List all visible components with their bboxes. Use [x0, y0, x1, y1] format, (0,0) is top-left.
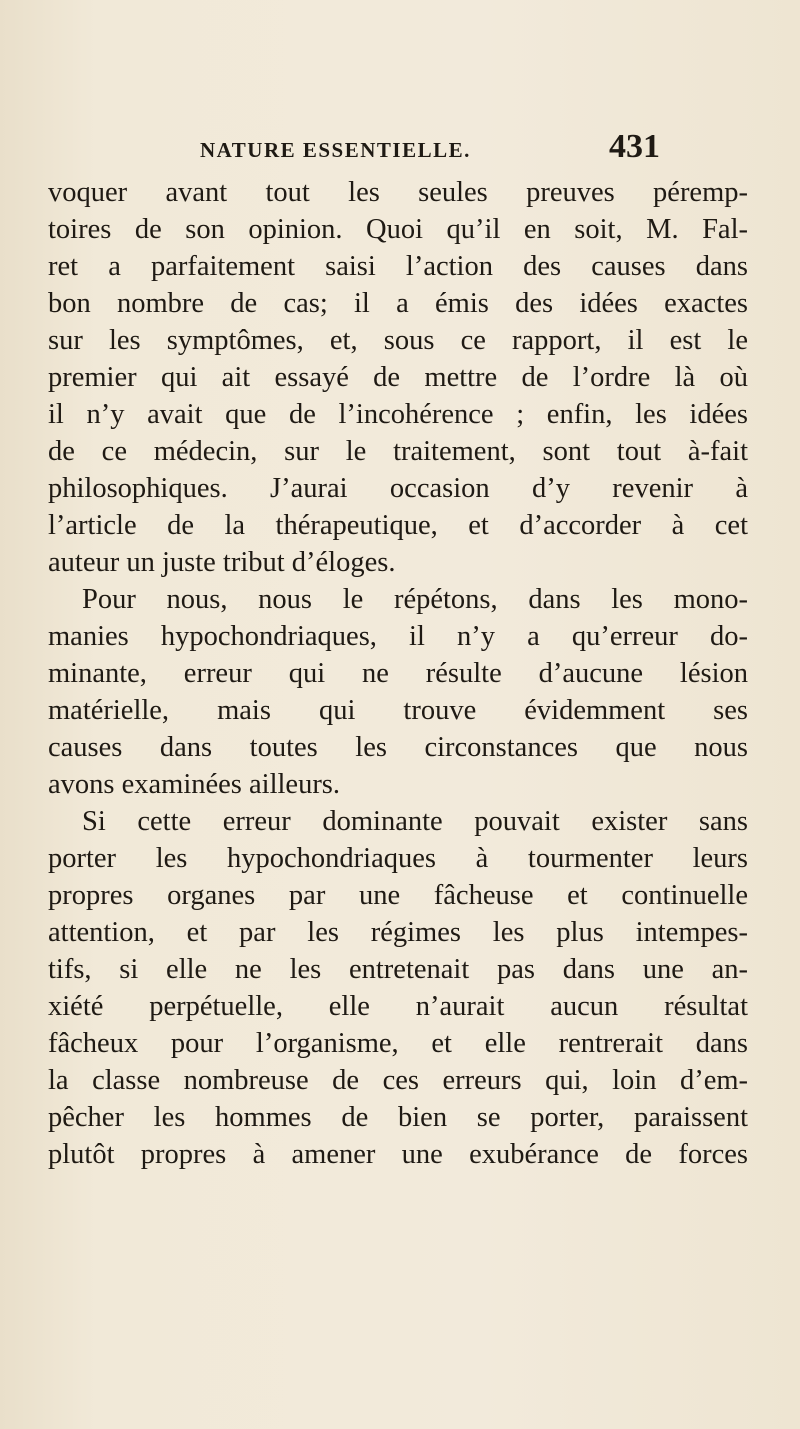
text-line: attention, et par les régimes les plus intempes-	[48, 917, 748, 948]
text-line: porter les hypochondriaques à tourmenter leurs	[48, 843, 748, 874]
text-line: il n’y avait que de l’incohérence ; enfin, les idées	[48, 399, 748, 430]
text-line: matérielle, mais qui trouve évidemment ses	[48, 695, 748, 726]
text-line: fâcheux pour l’organisme, et elle rentrerait dans	[48, 1028, 748, 1059]
text-line: causes dans toutes les circonstances que nous	[48, 732, 748, 763]
paragraph-end-line: auteur un juste tribut d’éloges.	[48, 547, 396, 578]
text-line: xiété perpétuelle, elle n’aurait aucun résultat	[48, 991, 748, 1022]
paragraph-end-line: avons examinées ailleurs.	[48, 769, 341, 800]
running-head: NATURE ESSENTIELLE.	[200, 138, 471, 162]
text-line: toires de son opinion. Quoi qu’il en soit, M. Fal-	[48, 214, 748, 245]
text-line: minante, erreur qui ne résulte d’aucune lésion	[48, 658, 748, 689]
text-line: ret a parfaitement saisi l’action des causes dans	[48, 251, 748, 282]
text-line: pêcher les hommes de bien se porter, paraissent	[48, 1102, 748, 1133]
text-line: de ce médecin, sur le traitement, sont tout à-fait	[48, 436, 748, 467]
text-line: plutôt propres à amener une exubérance de forces	[48, 1139, 748, 1170]
text-line: premier qui ait essayé de mettre de l’ordre là où	[48, 362, 748, 393]
page-header	[200, 128, 660, 168]
text-line: manies hypochondriaques, il n’y a qu’erreur do-	[48, 621, 748, 652]
page-number: 431	[609, 128, 660, 165]
body-text	[48, 174, 748, 1173]
paragraph-start-line: Pour nous, nous le répétons, dans les mono-	[82, 584, 748, 615]
text-line: bon nombre de cas; il a émis des idées exactes	[48, 288, 748, 319]
text-line: voquer avant tout les seules preuves péremp-	[48, 177, 748, 208]
text-line: philosophiques. J’aurai occasion d’y revenir à	[48, 473, 748, 504]
text-line: l’article de la thérapeutique, et d’accorder à cet	[48, 510, 748, 541]
text-line: la classe nombreuse de ces erreurs qui, loin d’em-	[48, 1065, 748, 1096]
text-line: propres organes par une fâcheuse et continuelle	[48, 880, 748, 911]
text-line: sur les symptômes, et, sous ce rapport, il est le	[48, 325, 748, 356]
paragraph-start-line: Si cette erreur dominante pouvait exister sans	[82, 806, 748, 837]
text-line: tifs, si elle ne les entretenait pas dans une an-	[48, 954, 748, 985]
